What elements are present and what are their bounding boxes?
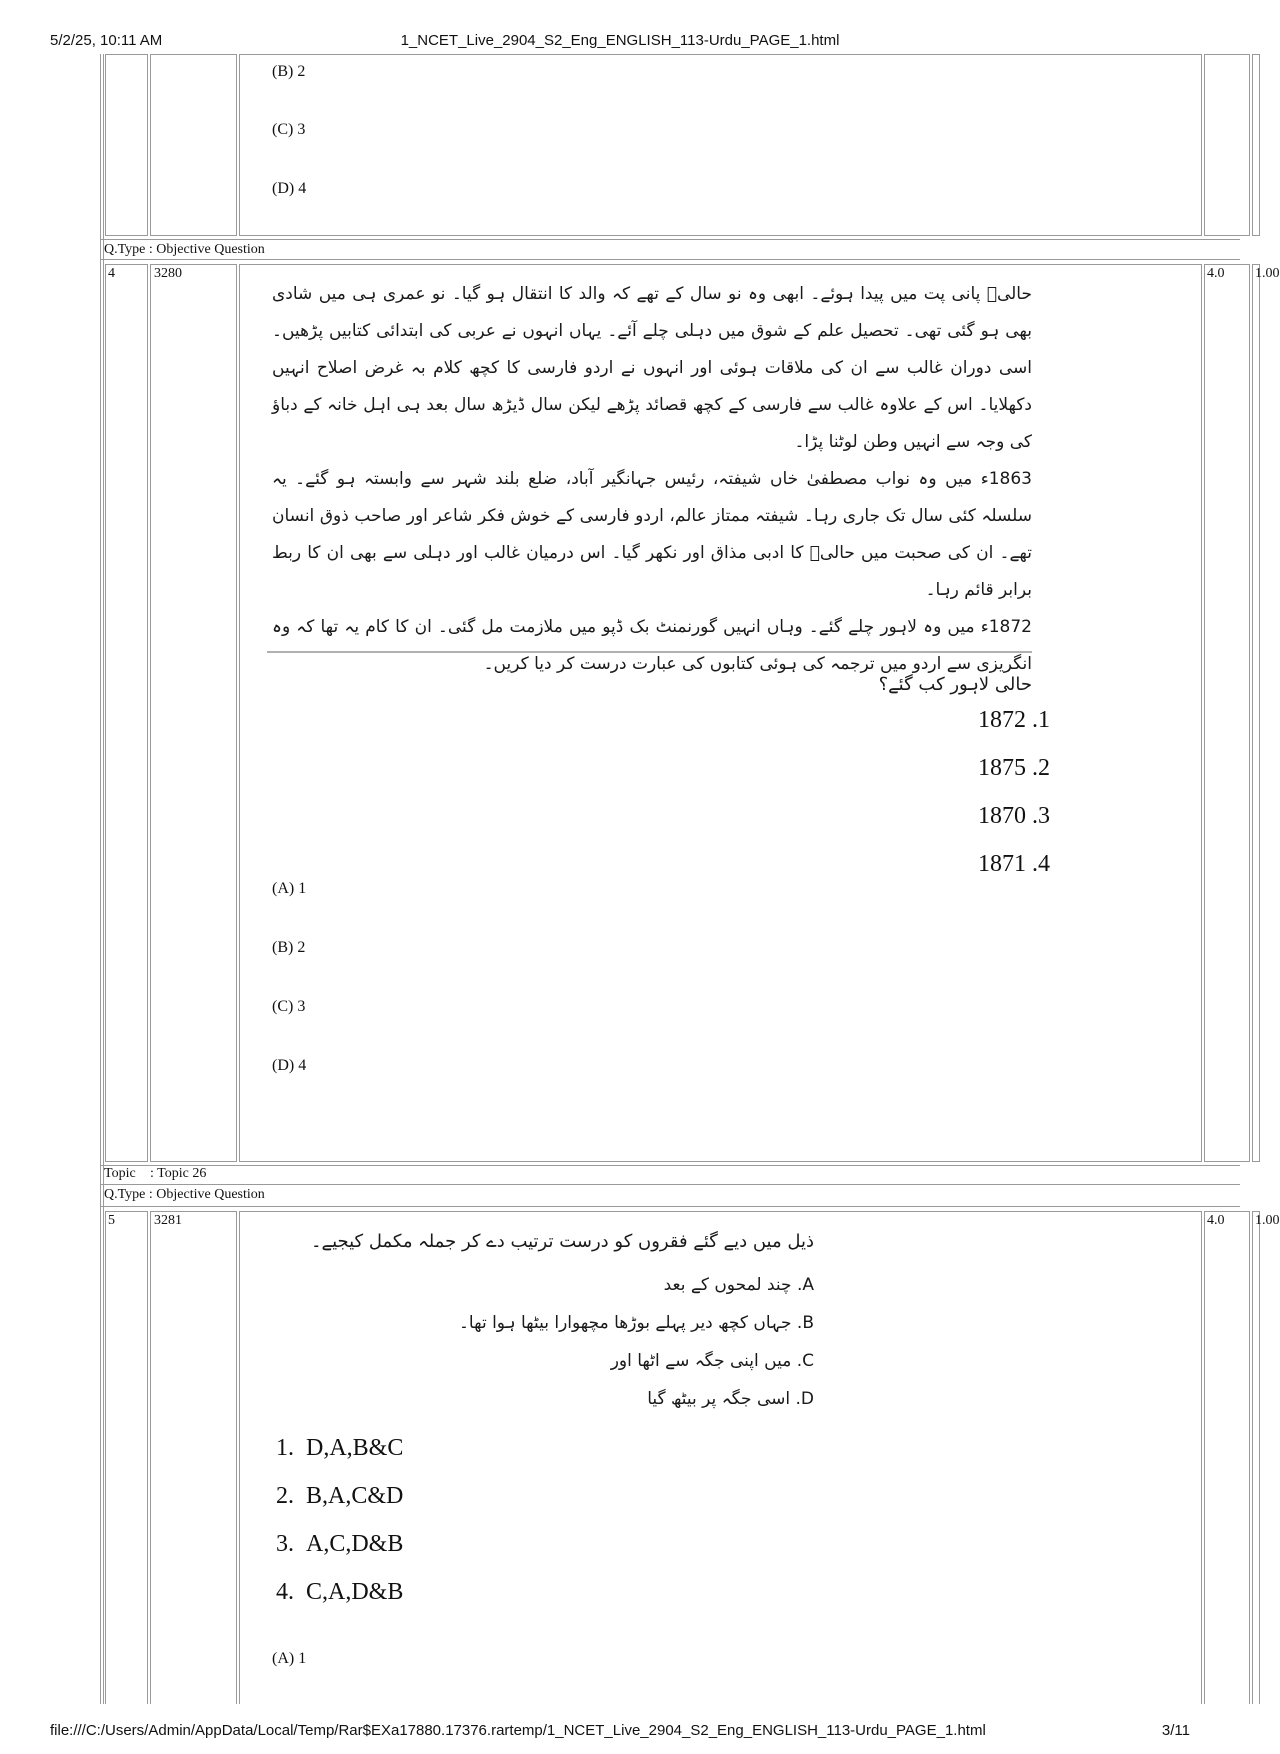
print-doc-title: 1_NCET_Live_2904_S2_Eng_ENGLISH_113-Urdu_PAGE_1.html (400, 32, 840, 49)
q4-passage (272, 276, 1032, 683)
q4-choice-3: 1870 .3 (978, 803, 1050, 829)
q5-cell-marks (1204, 1211, 1250, 1704)
q4-option-b: (B) 2 (272, 939, 306, 956)
q4-passage-para-2: 1863ء میں وہ نواب مصطفیٰ خاں شیفتہ، رئیس جہانگیر آباد، ضلع بلند شہر سے وابستہ ہو گئے۔ یہ سلسلہ کئی سال تک جاری رہا۔ شیفتہ ممتاز عالم، اردو فارسی کے خوش فکر شاعر اور صاحب ذوق انسان تھے۔ ان کی صحبت میں حالیؔ کا ادبی مذاق اور نکھر گیا۔ اس درمیان غالب اور دہلی سے بھی ان کا ربط برابر قائم رہا۔ (272, 469, 1032, 600)
q5-marks: 4.0 (1207, 1213, 1225, 1228)
q5-phrase-c: C. میں اپنی جگہ سے اٹھا اور (610, 1351, 814, 1371)
q4-option-c: (C) 3 (272, 998, 306, 1015)
topic-label: Topic (104, 1166, 136, 1181)
q4-option-d: (D) 4 (272, 1057, 307, 1074)
q4-negative: 1.00 (1255, 266, 1280, 281)
q5-number: 5 (108, 1213, 115, 1228)
prev-cell-id (150, 54, 237, 236)
q5-cell-id (150, 1211, 237, 1704)
prev-option-b: (B) 2 (272, 63, 306, 80)
print-datetime: 5/2/25, 10:11 AM (50, 32, 163, 49)
q4-passage-para-1: حالیؔ پانی پت میں پیدا ہوئے۔ ابھی وہ نو سال کے تھے کہ والد کا انتقال ہو گیا۔ نو عمری ہی میں شادی بھی ہو گئی تھی۔ تحصیل علم کے شوق میں دہلی چلے آئے۔ یہاں انہوں نے عربی کی ابتدائی کتابیں پڑھیں۔ اسی دوران غالب سے ان کی ملاقات ہوئی اور انہوں نے اردو فارسی کا کچھ کلام بہ غرض اصلاح انہیں دکھلایا۔ اس کے علاوہ غالب سے فارسی کے کچھ قصائد پڑھے لیکن سال ڈیڑھ سال بعد ہی اہل خانہ کے دباؤ کی وجہ سے انہیں وطن لوٹنا پڑا۔ (272, 284, 1032, 452)
print-file-path: file:///C:/Users/Admin/AppData/Local/Temp/Rar$EXa17880.17376.rartemp/1_NCET_Live_2904_S2_Eng_ENGLISH_113-Urdu_PAGE_1.html (50, 1722, 986, 1739)
q5-phrase-b: B. جہاں کچھ دیر پہلے بوڑھا مچھوارا بیٹھا ہوا تھا۔ (458, 1313, 814, 1333)
q4-passage-para-3: 1872ء میں وہ لاہور چلے گئے۔ وہاں انہیں گورنمنٹ بک ڈپو میں ملازمت مل گئی۔ ان کا کام یہ تھا کہ وہ انگریزی سے اردو میں ترجمہ کی ہوئی کتابوں کی عبارت درست کر دیا کریں۔ (272, 617, 1032, 674)
q4-choice-1: 1872 .1 (978, 707, 1050, 733)
prev-cell-negative (1252, 54, 1260, 236)
q4-marks: 4.0 (1207, 266, 1225, 281)
q5-id: 3281 (154, 1213, 182, 1228)
prev-cell-marks (1204, 54, 1250, 236)
prev-cell-content (239, 54, 1202, 236)
q5-phrase-d: D. اسی جگہ پر بیٹھ گیا (647, 1389, 814, 1409)
passage-divider (267, 651, 1032, 653)
q5-qtype: Q.Type : Objective Question (104, 1187, 265, 1202)
q4-cell-marks (1204, 264, 1250, 1162)
q5-choice-1: 1. D,A,B&C (276, 1435, 404, 1461)
print-header (0, 32, 1240, 52)
print-footer (0, 1722, 1240, 1742)
q4-choice-4: 1871 .4 (978, 851, 1050, 877)
q5-cell-number (105, 1211, 148, 1704)
q4-cell-number (105, 264, 148, 1162)
q5-instruction: ذیل میں دیے گئے فقروں کو درست ترتیب دے کر جملہ مکمل کیجیے۔ (310, 1231, 814, 1252)
q4-choices (860, 696, 1050, 888)
q4-number: 4 (108, 266, 115, 281)
topic-value: : Topic 26 (150, 1166, 207, 1181)
prev-option-c: (C) 3 (272, 121, 306, 138)
q4-question: حالی لاہور کب گئے؟ (878, 674, 1032, 695)
q5-choice-2: 2. B,A,C&D (276, 1483, 404, 1509)
q4-id: 3280 (154, 266, 182, 281)
q5-phrase-a: A. چند لمحوں کے بعد (663, 1275, 814, 1295)
q4-qtype: Q.Type : Objective Question (104, 242, 265, 257)
q5-phrases (260, 1266, 814, 1418)
q4-cell-id (150, 264, 237, 1162)
prev-option-d: (D) 4 (272, 180, 307, 197)
q4-option-a: (A) 1 (272, 880, 307, 897)
print-page-number: 3/11 (1161, 1722, 1190, 1739)
q5-choice-3: 3. A,C,D&B (276, 1531, 404, 1557)
q5-choice-4: 4. C,A,D&B (276, 1579, 404, 1605)
q5-negative: 1.00 (1255, 1213, 1280, 1228)
q5-choices (276, 1424, 576, 1616)
prev-cell-number (105, 54, 148, 236)
question-sheet (100, 54, 1280, 1704)
q5-option-a: (A) 1 (272, 1650, 307, 1667)
q4-choice-2: 1875 .2 (978, 755, 1050, 781)
